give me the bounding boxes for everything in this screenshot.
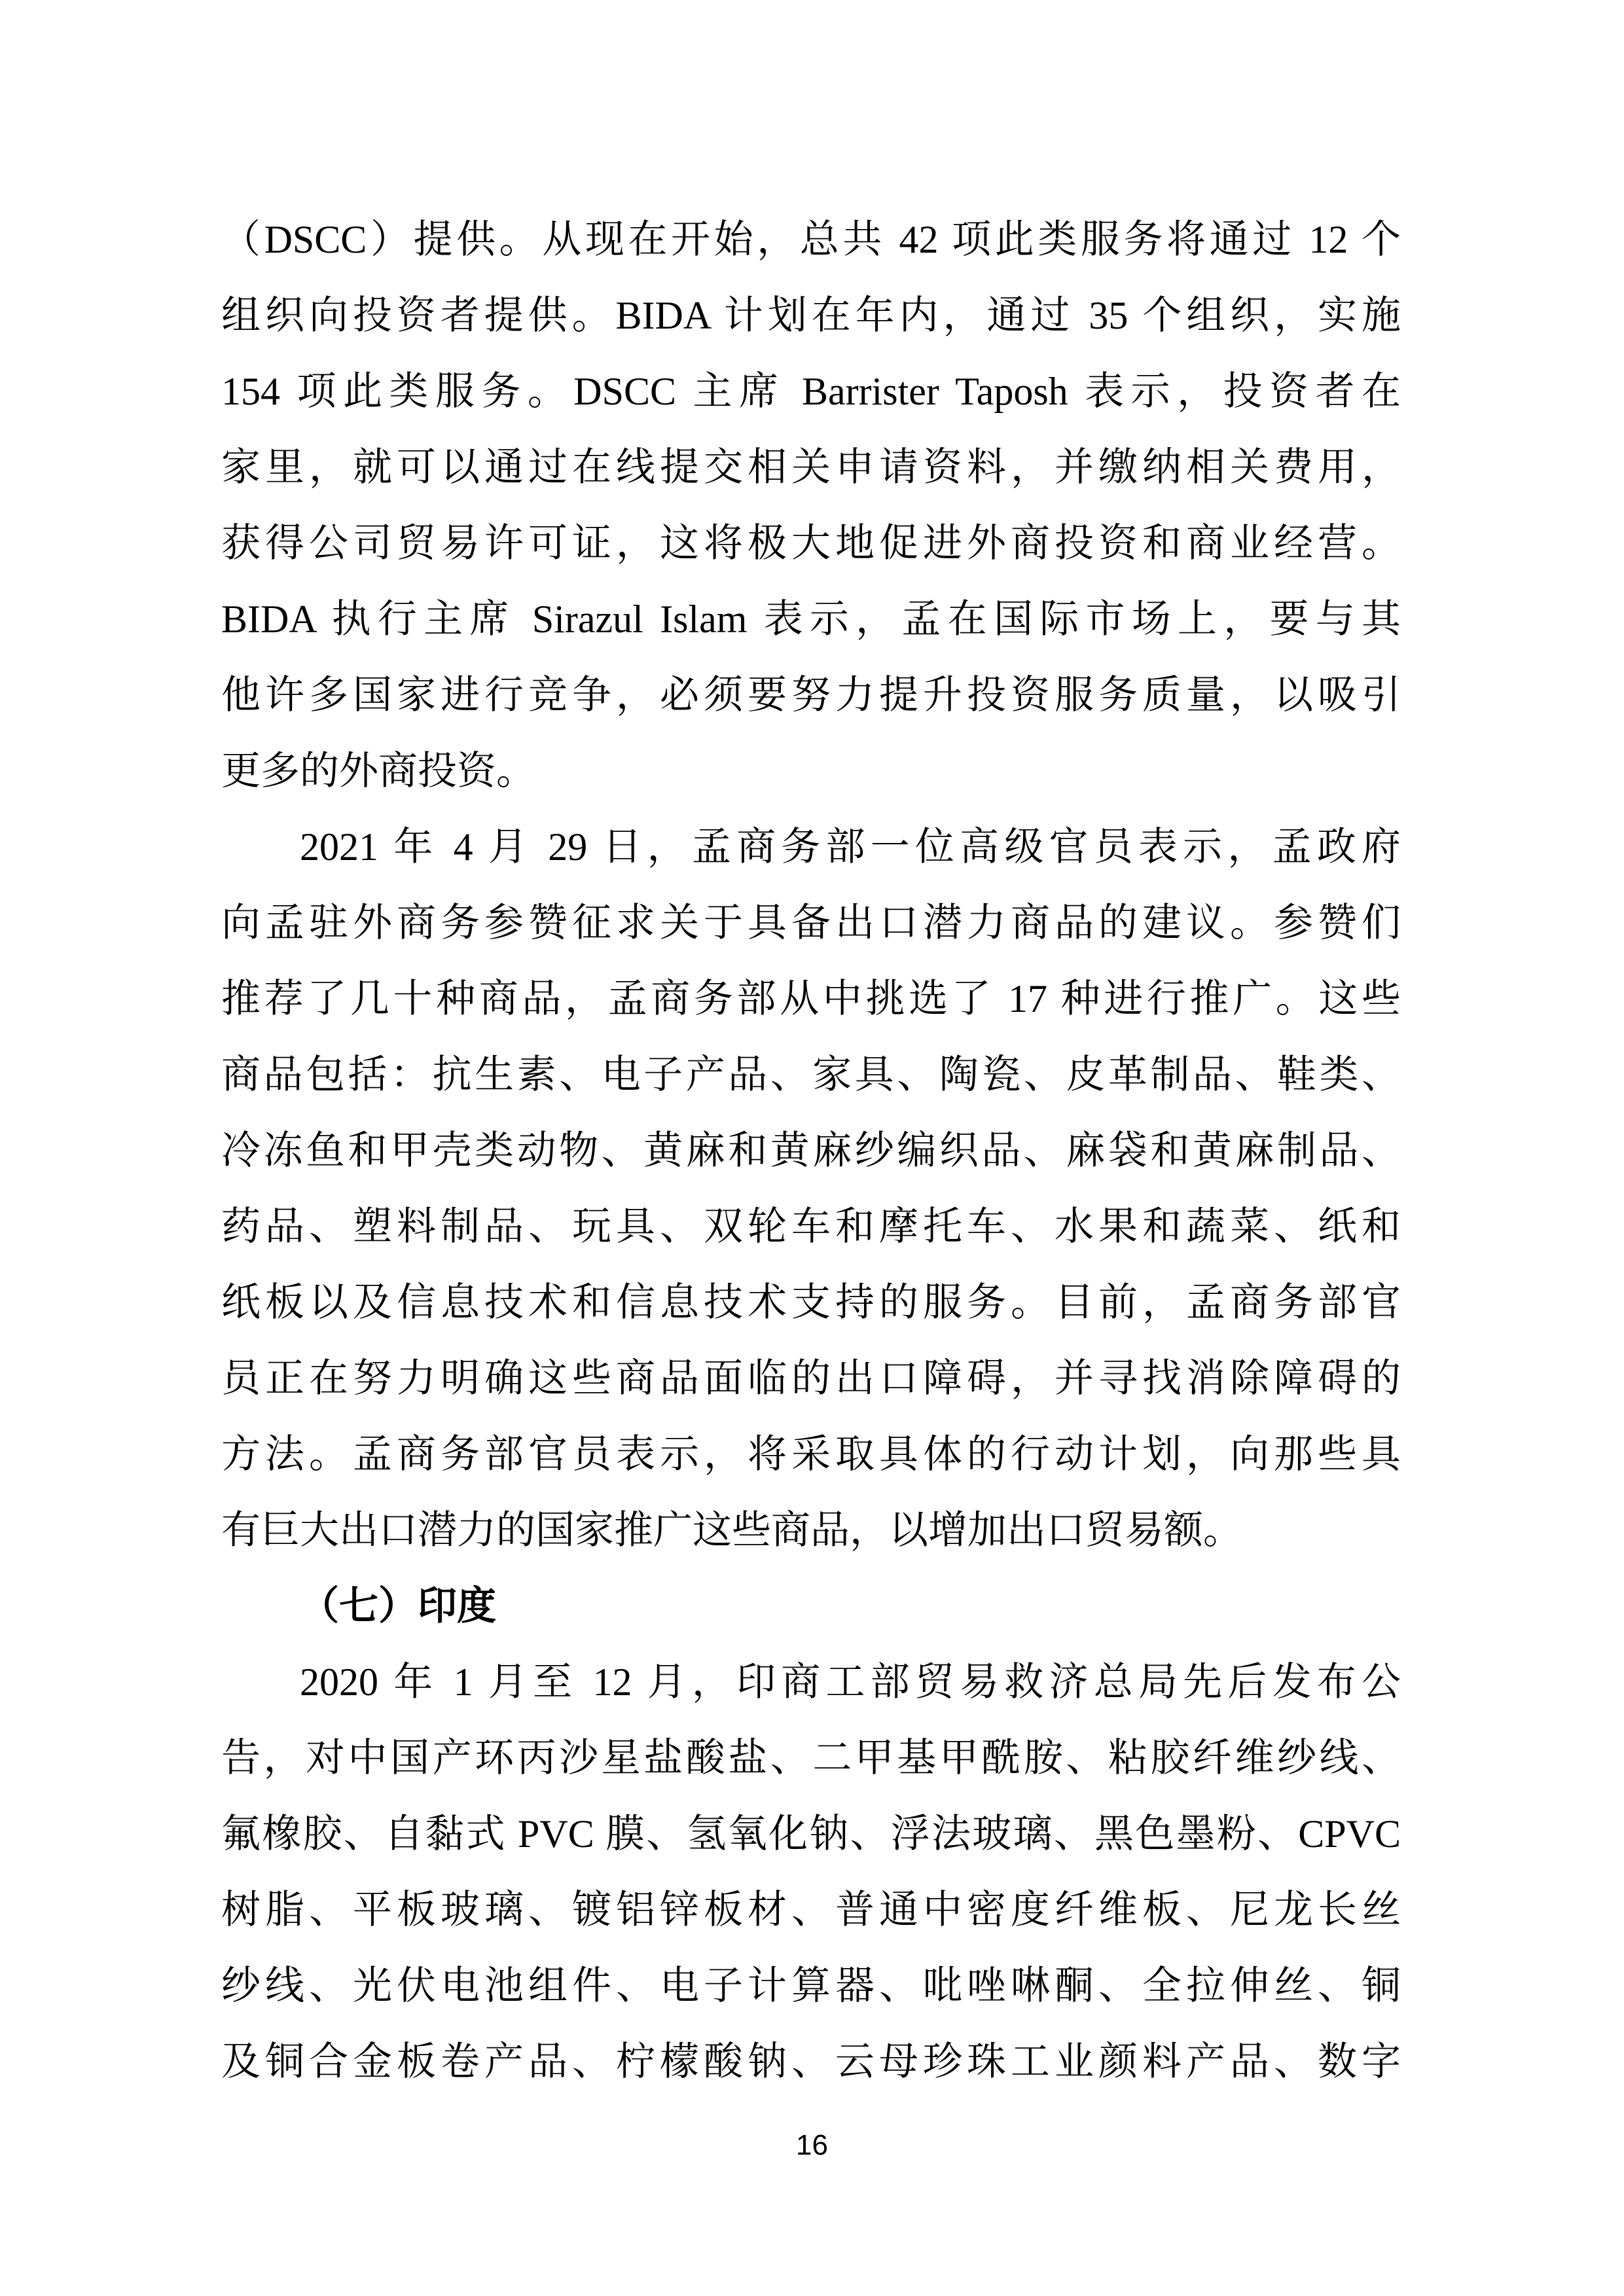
section-heading: （七）印度 xyxy=(300,1585,496,1628)
page-number: 16 xyxy=(796,2129,828,2161)
text-line: 2020 年 1 月至 12 月，印商工部贸易救济总局先后发布公 xyxy=(300,1660,1401,1704)
text-line: 更多的外商投资。 xyxy=(221,749,535,793)
text-line: （DSCC）提供。从现在开始，总共 42 项此类服务将通过 12 个 xyxy=(221,218,1401,261)
text-line: 冷冻鱼和甲壳类动物、黄麻和黄麻纱编织品、麻袋和黄麻制品、 xyxy=(221,1129,1401,1172)
text-line: 方法。孟商务部官员表示，将采取具体的行动计划，向那些具 xyxy=(221,1433,1401,1476)
text-line: 商品包括：抗生素、电子产品、家具、陶瓷、皮革制品、鞋类、 xyxy=(221,1053,1401,1096)
text-line: 家里，就可以通过在线提交相关申请资料，并缴纳相关费用， xyxy=(221,446,1401,489)
text-line: 组织向投资者提供。BIDA 计划在年内，通过 35 个组织，实施 xyxy=(221,294,1401,337)
text-line: 药品、塑料制品、玩具、双轮车和摩托车、水果和蔬菜、纸和 xyxy=(221,1205,1401,1248)
text-line: 告，对中国产环丙沙星盐酸盐、二甲基甲酰胺、粘胶纤维纱线、 xyxy=(221,1736,1401,1780)
text-line: 154 项此类服务。DSCC 主席 Barrister Taposh 表示，投资者在 xyxy=(221,370,1401,413)
text-line: 及铜合金板卷产品、柠檬酸钠、云母珍珠工业颜料产品、数字 xyxy=(221,2040,1401,2083)
text-line: 他许多国家进行竞争，必须要努力提升投资服务质量，以吸引 xyxy=(221,673,1401,717)
text-line: 获得公司贸易许可证，这将极大地促进外商投资和商业经营。 xyxy=(221,522,1401,565)
document-body xyxy=(221,202,1401,2100)
text-line: 氟橡胶、自黏式 PVC 膜、氢氧化钠、浮法玻璃、黑色墨粉、CPVC xyxy=(221,1812,1401,1856)
text-line: 2021 年 4 月 29 日，孟商务部一位高级官员表示，孟政府 xyxy=(300,825,1401,869)
text-line: BIDA 执行主席 Sirazul Islam 表示，孟在国际市场上，要与其 xyxy=(221,598,1401,641)
text-line: 向孟驻外商务参赞征求关于具备出口潜力商品的建议。参赞们 xyxy=(221,901,1401,944)
text-line: 员正在努力明确这些商品面临的出口障碍，并寻找消除障碍的 xyxy=(221,1357,1401,1400)
text-line: 纸板以及信息技术和信息技术支持的服务。目前，孟商务部官 xyxy=(221,1281,1401,1324)
text-line: 推荐了几十种商品，孟商务部从中挑选了 17 种进行推广。这些 xyxy=(221,977,1401,1020)
text-line: 树脂、平板玻璃、镀铝锌板材、普通中密度纤维板、尼龙长丝 xyxy=(221,1888,1401,1931)
text-line: 有巨大出口潜力的国家推广这些商品，以增加出口贸易额。 xyxy=(221,1509,1242,1552)
text-line: 纱线、光伏电池组件、电子计算器、吡唑啉酮、全拉伸丝、铜 xyxy=(221,1964,1401,2007)
